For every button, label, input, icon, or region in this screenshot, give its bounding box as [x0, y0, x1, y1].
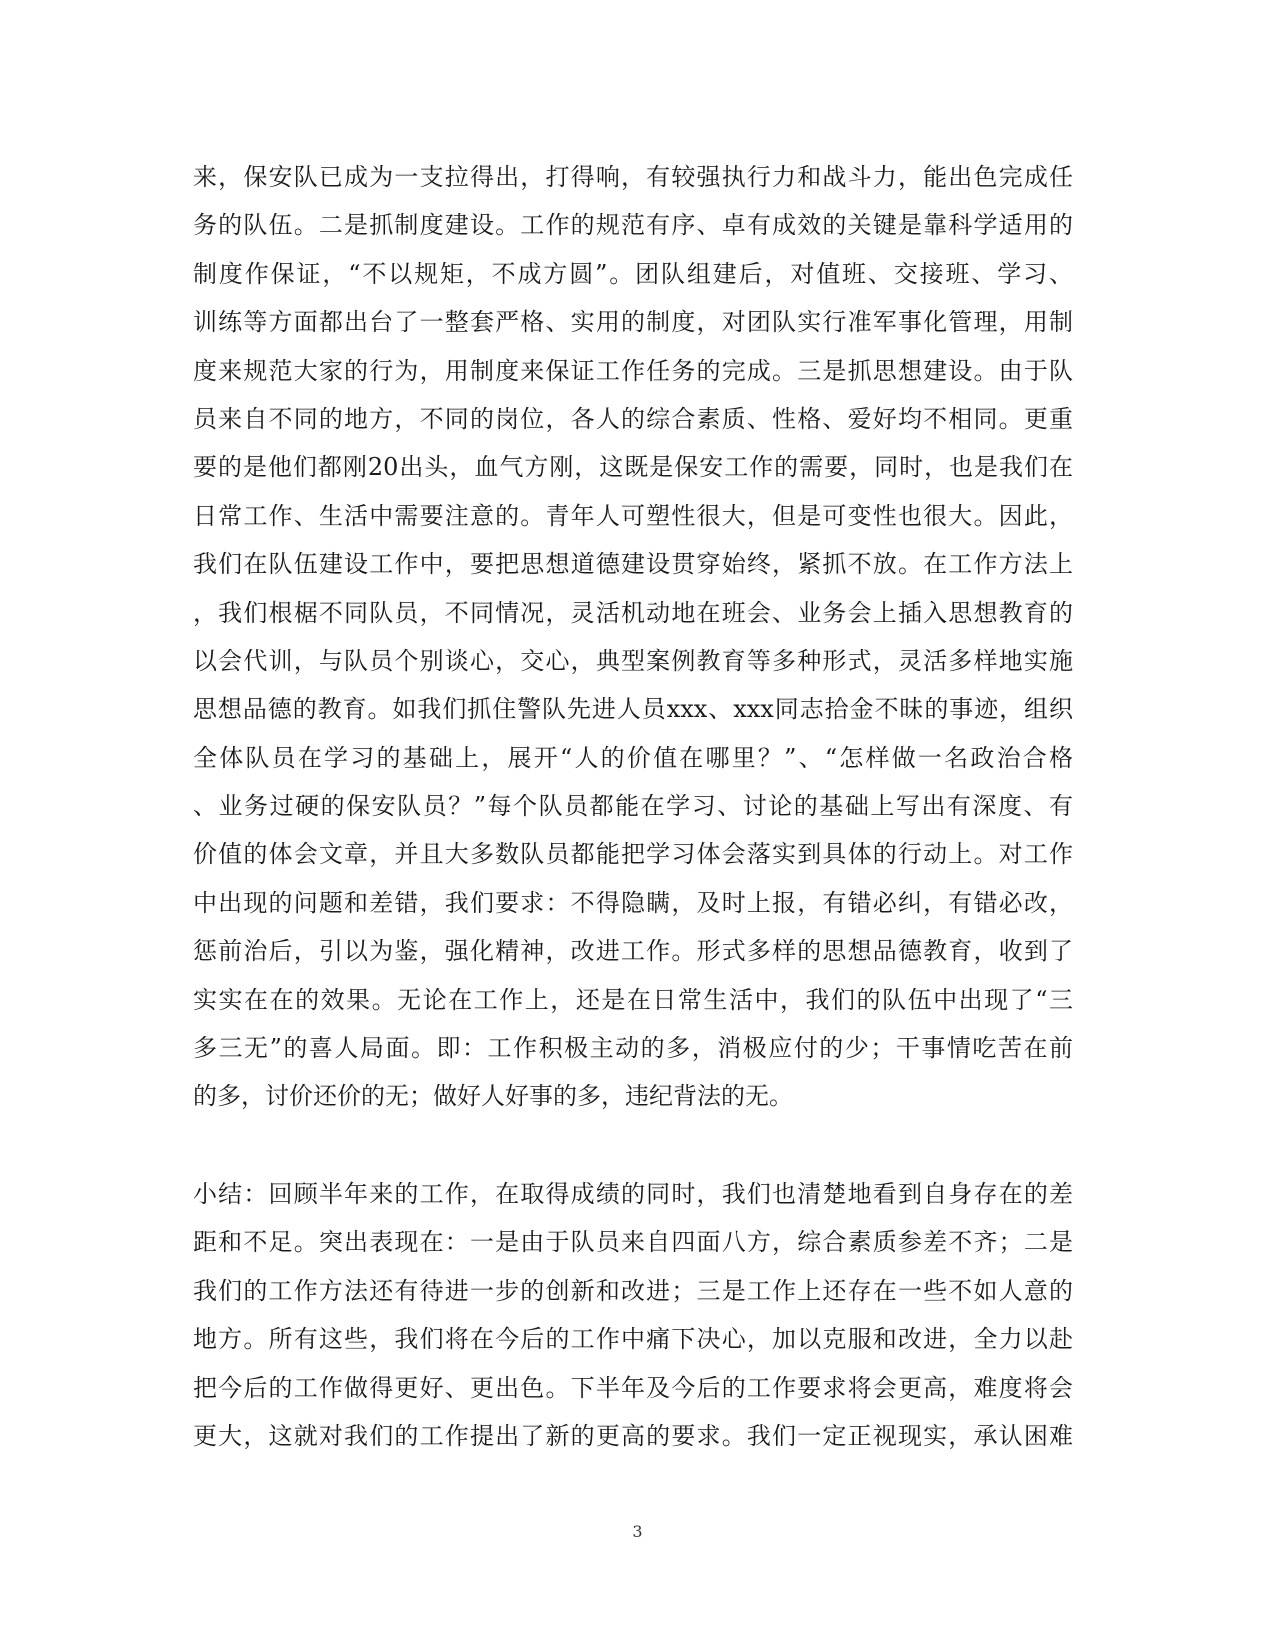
text-line: ，我们根椐不同队员，不同情况，灵活机动地在班会、业务会上插入思想教育的: [193, 598, 1073, 627]
text-line: 多三无”的喜人局面。即：工作积极主动的多，消极应付的少；干事情吃苦在前: [193, 1034, 1073, 1063]
text-line: 思想品德的教育。如我们抓住警队先进人员xxx、xxx同志拾金不昧的事迹，组织: [193, 695, 1073, 724]
text-line: 地方。所有这些，我们将在今后的工作中痛下决心，加以克服和改进，全力以赴: [193, 1325, 1073, 1354]
text-line: 全体队员在学习的基础上，展开“人的价值在哪里？”、“怎样做一名政治合格: [193, 743, 1073, 772]
page-number: 3: [632, 1522, 643, 1541]
text-line: 把今后的工作做得更好、更出色。下半年及今后的工作要求将会更高，难度将会: [193, 1373, 1073, 1402]
text-line: 以会代训，与队员个别谈心，交心，典型案例教育等多种形式，灵活多样地实施: [193, 646, 1073, 675]
text-line: 日常工作、生活中需要注意的。青年人可塑性很大，但是可变性也很大。因此，: [193, 501, 1073, 530]
text-line: 的多，讨价还价的无；做好人好事的多，违纪背法的无。: [193, 1082, 793, 1111]
text-line: 中出现的问题和差错，我们要求：不得隐瞒，及时上报，有错必纠，有错必改，: [193, 888, 1073, 917]
text-line: 我们在队伍建设工作中，要把思想道德建设贯穿始终，紧抓不放。在工作方法上: [193, 550, 1073, 579]
text-line: 距和不足。突出表现在：一是由于队员来自四面八方，综合素质参差不齐；二是: [193, 1228, 1073, 1257]
text-line: 训练等方面都出台了一整套严格、实用的制度，对团队实行准军事化管理，用制: [193, 308, 1073, 337]
paragraph-team-building: [193, 153, 1073, 1121]
text-line: 惩前治后，引以为鉴，强化精神，改进工作。形式多样的思想品德教育，收到了: [193, 937, 1073, 966]
text-line: 、业务过硬的保安队员？”每个队员都能在学习、讨论的基础上写出有深度、有: [193, 792, 1073, 821]
text-line: 我们的工作方法还有待进一步的创新和改进；三是工作上还存在一些不如人意的: [193, 1276, 1073, 1305]
paragraph-summary: [193, 1170, 1073, 1460]
text-line: 制度作保证，“不以规矩，不成方圆”。团队组建后，对值班、交接班、学习、: [193, 259, 1073, 288]
text-line: 实实在在的效果。无论在工作上，还是在日常生活中，我们的队伍中出现了“三: [193, 985, 1073, 1014]
text-line: 务的队伍。二是抓制度建设。工作的规范有序、卓有成效的关键是靠科学适用的: [193, 211, 1073, 240]
text-line: 员来自不同的地方，不同的岗位，各人的综合素质、性格、爱好均不相同。更重: [193, 404, 1073, 433]
text-line: 来，保安队已成为一支拉得出，打得响，有较强执行力和战斗力，能出色完成任: [193, 163, 1073, 191]
text-line: 更大，这就对我们的工作提出了新的更高的要求。我们一定正视现实，承认困难: [193, 1421, 1073, 1450]
text-line: 要的是他们都刚20出头，血气方刚，这既是保安工作的需要，同时，也是我们在: [193, 453, 1073, 482]
text-line: 价值的体会文章，并且大多数队员都能把学习体会落实到具体的行动上。对工作: [193, 840, 1073, 869]
text-line: 度来规范大家的行为，用制度来保证工作任务的完成。三是抓思想建设。由于队: [193, 356, 1073, 385]
text-line: 小结：回顾半年来的工作，在取得成绩的同时，我们也清楚地看到自身存在的差: [193, 1180, 1073, 1208]
